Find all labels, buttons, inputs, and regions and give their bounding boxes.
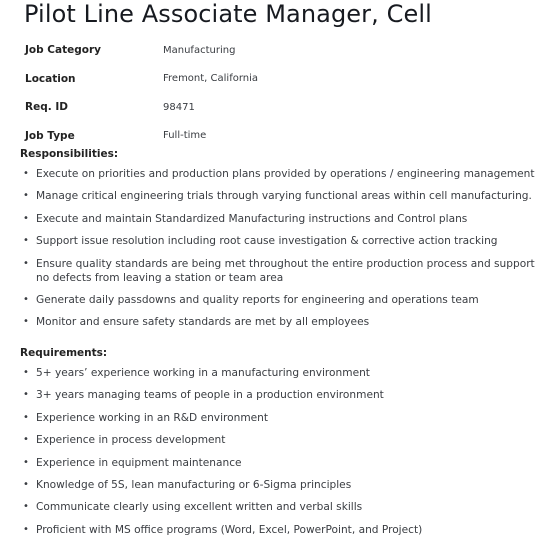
detail-label: Req. ID (25, 101, 68, 114)
bullet-icon: • (23, 190, 29, 202)
responsibilities-list (20, 167, 550, 329)
list-item (20, 167, 550, 181)
list-item-text: Execute on priorities and production plans provided by operations / engineering management (36, 168, 535, 180)
bullet-icon: • (23, 456, 29, 468)
bullet-icon: • (23, 212, 29, 224)
list-item (20, 257, 550, 285)
detail-label: Job Type (25, 129, 75, 142)
list-item (20, 523, 550, 537)
requirements-list (20, 366, 550, 537)
bullet-icon: • (23, 316, 29, 328)
detail-value: Full-time (163, 130, 207, 142)
bullet-icon: • (23, 168, 29, 179)
list-item-text: Manage critical engineering trials through varying functional areas within cell manufacturing. (36, 190, 532, 203)
detail-value: Fremont, California (163, 73, 259, 85)
list-item-text: 3+ years managing teams of people in a production environment (36, 389, 384, 402)
list-item (20, 433, 550, 447)
bullet-icon: • (23, 293, 29, 305)
list-item (20, 293, 550, 307)
requirements-heading: Requirements: (20, 347, 108, 359)
detail-label: Job Category (25, 44, 101, 57)
requirements-section (20, 346, 550, 545)
detail-label: Location (25, 72, 76, 85)
list-item-text: Monitor and ensure safety standards are met by all employees (36, 316, 370, 329)
detail-row-req-id (25, 93, 505, 122)
list-item-text: Ensure quality standards are being met throughout the entire production process and support no defects from leaving a station or team area (36, 257, 535, 284)
detail-row-location (25, 65, 505, 94)
detail-value: 98471 (163, 101, 195, 113)
bullet-icon: • (23, 501, 29, 513)
bullet-icon: • (23, 367, 29, 378)
bullet-icon: • (23, 478, 29, 490)
list-item-text: Experience in equipment maintenance (36, 456, 242, 469)
detail-row-job-type (25, 122, 505, 151)
job-title: Pilot Line Associate Manager, Cell (24, 0, 432, 28)
list-item-text: Generate daily passdowns and quality reports for engineering and operations team (36, 293, 479, 306)
responsibilities-heading: Responsibilities: (20, 148, 119, 160)
bullet-icon: • (23, 523, 29, 535)
list-item-text: Execute and maintain Standardized Manufacturing instructions and Control plans (36, 212, 468, 225)
responsibilities-section (20, 147, 550, 338)
list-item-text: Support issue resolution including root cause investigation & corrective action tracking (36, 235, 498, 248)
list-item-text: Knowledge of 5S, lean manufacturing or 6-Sigma principles (36, 478, 352, 491)
list-item (20, 478, 550, 492)
detail-value: Manufacturing (163, 44, 236, 56)
list-item (20, 456, 550, 470)
list-item-text: Communicate clearly using excellent written and verbal skills (36, 501, 363, 514)
list-item (20, 315, 550, 329)
list-item-text: Experience in process development (36, 434, 226, 447)
list-item-text: Experience working in an R&D environment (36, 411, 269, 424)
bullet-icon: • (23, 257, 29, 269)
list-item (20, 212, 550, 226)
list-item-text: 5+ years’ experience working in a manufacturing environment (36, 367, 370, 379)
list-item (20, 411, 550, 425)
job-details (25, 36, 505, 150)
list-item (20, 388, 550, 402)
list-item-text: Proficient with MS office programs (Word, Excel, PowerPoint, and Project) (36, 523, 423, 536)
detail-row-job-category (25, 36, 505, 65)
bullet-icon: • (23, 235, 29, 247)
bullet-icon: • (23, 434, 29, 446)
list-item (20, 366, 550, 380)
bullet-icon: • (23, 411, 29, 423)
list-item (20, 234, 550, 248)
list-item (20, 500, 550, 514)
list-item (20, 189, 550, 203)
bullet-icon: • (23, 389, 29, 401)
